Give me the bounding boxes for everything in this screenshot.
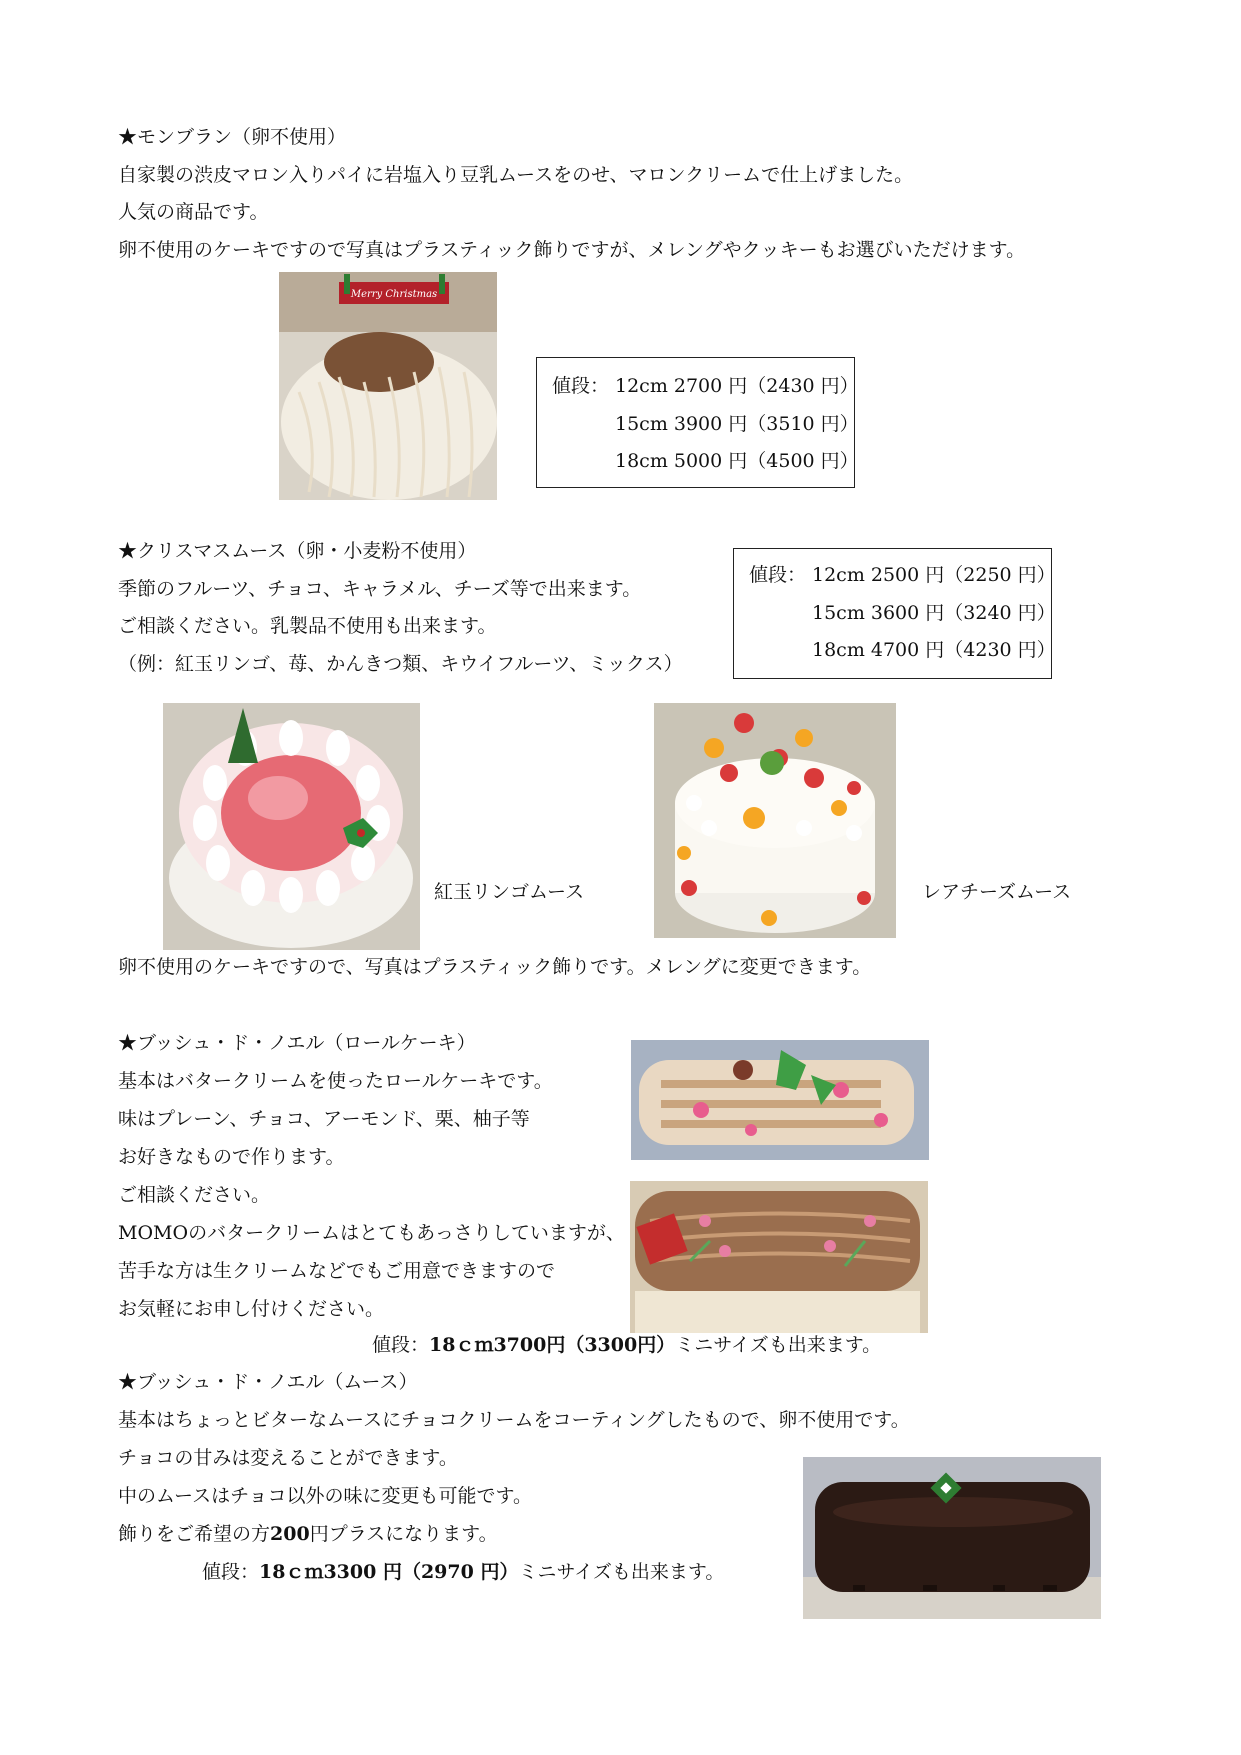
mont-blanc-price-12: 12cm 2700 円（2430 円） <box>615 375 859 397</box>
buche-mousse-title: ★ブッシュ・ド・ノエル（ムース） <box>118 1371 418 1393</box>
mont-blanc-desc-3: 卵不使用のケーキですので写真はプラスティック飾りですが、メレングやクッキーもお選びいただけます。 <box>118 239 1026 261</box>
buche-roll-title: ★ブッシュ・ド・ノエル（ロールケーキ） <box>118 1032 476 1054</box>
buche-roll-line-5: MOMOのバタークリームはとてもあっさりしていますが、 <box>118 1222 625 1244</box>
buche-mousse-price-value: 18ｃｍ3300 円（2970 円） <box>259 1561 519 1583</box>
christmas-mousse-desc-1: 季節のフルーツ、チョコ、キャラメル、チーズ等で出来ます。 <box>118 578 642 600</box>
buche-mousse-photo <box>803 1457 1101 1619</box>
buche-roll-price-prefix: 値段： <box>372 1334 430 1356</box>
christmas-mousse-note: 卵不使用のケーキですので、写真はプラスティック飾りです。メレングに変更できます。 <box>118 956 872 978</box>
mont-blanc-plaque-text: Merry Christmas <box>350 289 438 300</box>
christmas-mousse-price-18: 18cm 4700 円（4230 円） <box>812 639 1056 661</box>
buche-roll-line-7: お気軽にお申し付けください。 <box>118 1298 385 1320</box>
buche-roll-line-6: 苦手な方は生クリームなどでもご用意できますので <box>118 1260 556 1282</box>
mont-blanc-price-15: 15cm 3900 円（3510 円） <box>615 413 859 435</box>
christmas-mousse-desc-3: （例：紅玉リンゴ、苺、かんきつ類、キウイフルーツ、ミックス） <box>118 653 683 675</box>
christmas-mousse-price-box <box>733 548 1056 679</box>
cheese-mousse-caption: レアチーズムース <box>922 881 1072 903</box>
buche-roll-photo-1 <box>631 1040 929 1160</box>
buche-roll-price-suffix: ミニサイズも出来ます。 <box>675 1334 882 1356</box>
buche-mousse-price-prefix: 値段： <box>202 1561 260 1583</box>
buche-mousse-deco <box>118 1525 498 1544</box>
christmas-mousse-desc-2: ご相談ください。乳製品不使用も出来ます。 <box>118 615 497 637</box>
cheese-mousse-photo <box>654 703 896 938</box>
buche-mousse-deco-suffix: 円プラスになります。 <box>309 1523 498 1545</box>
buche-mousse-deco-prefix: 飾りをご希望の方 <box>118 1523 271 1545</box>
christmas-mousse-price-12: 12cm 2500 円（2250 円） <box>812 564 1056 586</box>
apple-mousse-photo <box>163 703 420 950</box>
mont-blanc-price-18: 18cm 5000 円（4500 円） <box>615 450 859 472</box>
mont-blanc-title: ★モンブラン（卵不使用） <box>118 126 347 148</box>
buche-roll-line-1: 基本はバタークリームを使ったロールケーキです。 <box>118 1070 553 1092</box>
buche-roll-line-3: お好きなもので作ります。 <box>118 1146 345 1168</box>
buche-mousse-line-3: 中のムースはチョコ以外の味に変更も可能です。 <box>118 1485 533 1507</box>
buche-roll-line-4: ご相談ください。 <box>118 1184 271 1206</box>
buche-mousse-deco-value: 200 <box>270 1523 310 1545</box>
buche-roll-photo-2 <box>630 1181 928 1333</box>
buche-roll-price-value: 18ｃｍ3700円（3300円） <box>429 1334 676 1356</box>
mont-blanc-desc-1: 自家製の渋皮マロン入りパイに岩塩入り豆乳ムースをのせ、マロンクリームで仕上げました。 <box>118 164 914 186</box>
buche-mousse-price-suffix: ミニサイズも出来ます。 <box>518 1561 725 1583</box>
buche-roll-price <box>372 1336 881 1355</box>
buche-mousse-price <box>202 1563 724 1582</box>
christmas-mousse-title: ★クリスマスムース（卵・小麦粉不使用） <box>118 540 477 562</box>
buche-mousse-line-2: チョコの甘みは変えることができます。 <box>118 1447 458 1469</box>
buche-mousse-line-1: 基本はちょっとビターなムースにチョコクリームをコーティングしたもので、卵不使用です。 <box>118 1409 910 1431</box>
christmas-mousse-price-15: 15cm 3600 円（3240 円） <box>812 602 1056 624</box>
mont-blanc-desc-2: 人気の商品です。 <box>118 201 269 223</box>
apple-mousse-caption: 紅玉リンゴムース <box>434 881 585 903</box>
christmas-mousse-price-label: 値段： <box>749 564 807 586</box>
mont-blanc-photo <box>279 272 497 500</box>
mont-blanc-price-box <box>536 357 859 488</box>
mont-blanc-price-label: 値段： <box>552 375 610 397</box>
buche-roll-line-2: 味はプレーン、チョコ、アーモンド、栗、柚子等 <box>118 1108 530 1130</box>
